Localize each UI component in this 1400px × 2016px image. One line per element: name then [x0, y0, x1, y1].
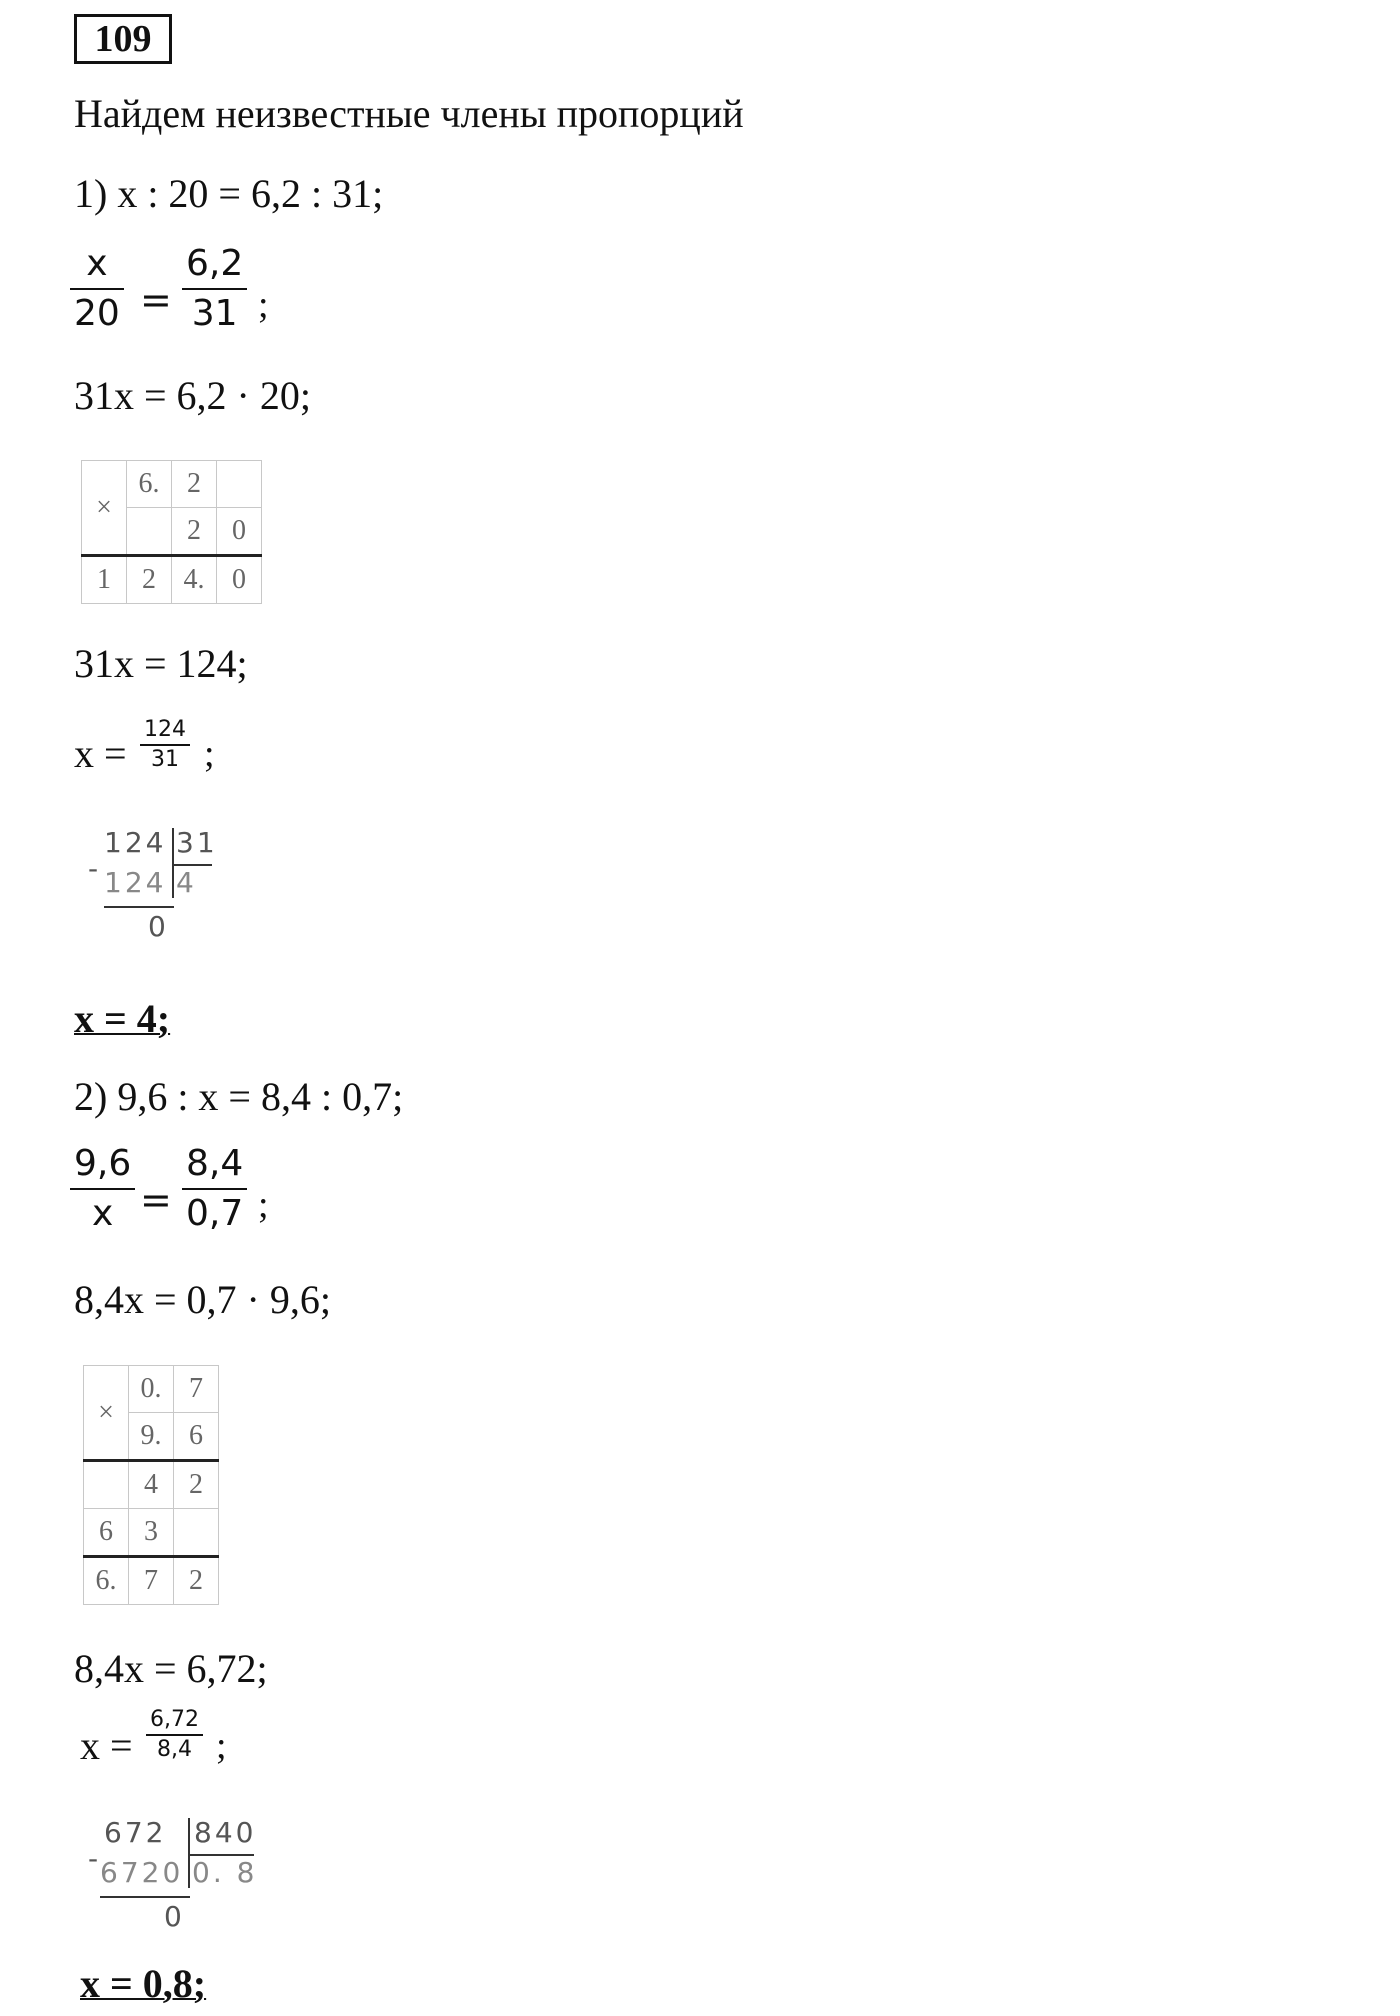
p1-x-fraction-denominator: 31: [151, 747, 179, 772]
p1-x-fraction-numerator: 124: [144, 717, 186, 742]
semicolon: ;: [216, 1725, 227, 1767]
p1-fraction-right-denominator: 31: [191, 293, 238, 334]
mul-cell: 7: [174, 1366, 219, 1413]
mul-cell: 6: [174, 1413, 219, 1461]
p2-step2: 8,4x = 6,72;: [74, 1646, 268, 1691]
mul-cell: 7: [129, 1557, 174, 1605]
division-divisor: 31: [176, 826, 218, 859]
equals-sign: =: [140, 278, 172, 322]
division-divisor: 840: [194, 1816, 257, 1849]
semicolon: ;: [258, 284, 269, 326]
mul-cell: 3: [129, 1509, 174, 1557]
p2-statement: 2) 9,6 : x = 8,4 : 0,7;: [74, 1074, 404, 1119]
division-remainder: 0: [164, 1900, 185, 1933]
mul-cell: 0: [217, 508, 262, 556]
p2-x-fraction-denominator: 8,4: [156, 1737, 192, 1762]
p2-fraction-right: [182, 1140, 247, 1238]
intro-text: Найдем неизвестные члены пропорций: [74, 91, 744, 136]
division-subtrahend: 124: [104, 866, 167, 899]
mul-cell: 2: [172, 508, 217, 556]
division-subtract-line: [104, 906, 174, 908]
p1-fraction-left-numerator: x: [86, 243, 108, 284]
division-vertical-line: [188, 1818, 190, 1888]
mul-cell: 0: [217, 556, 262, 604]
p1-long-division: [88, 826, 228, 946]
mul-cell: ×: [84, 1366, 129, 1461]
p2-fraction-right-numerator: 8,4: [186, 1143, 244, 1184]
division-quotient-line: [172, 864, 212, 866]
p1-fraction-left-denominator: 20: [74, 293, 120, 334]
mul-cell: [217, 461, 262, 508]
p2-fraction-left: [70, 1140, 135, 1238]
division-minus: -: [88, 852, 102, 885]
p2-multiplication-table: [83, 1365, 219, 1605]
p2-fraction-left-numerator: 9,6: [74, 1143, 132, 1184]
mul-cell: 4: [129, 1461, 174, 1509]
mul-cell: [84, 1461, 129, 1509]
division-remainder: 0: [148, 910, 169, 943]
p1-step1: 31x = 6,2 · 20;: [74, 373, 311, 418]
p2-x-fraction: [146, 1706, 203, 1764]
division-dividend: 124: [104, 826, 167, 859]
mul-cell: 1: [82, 556, 127, 604]
division-dividend: 672: [104, 1816, 167, 1849]
mul-cell: 2: [174, 1461, 219, 1509]
mul-cell: 0.: [129, 1366, 174, 1413]
division-quotient: 4: [176, 866, 197, 899]
mul-cell: 6: [84, 1509, 129, 1557]
mul-cell: 2: [172, 461, 217, 508]
mul-cell: 2: [127, 556, 172, 604]
division-quotient: 0. 8: [192, 1856, 258, 1889]
mul-cell: [127, 508, 172, 556]
p1-multiplication-table: [81, 460, 262, 604]
mul-cell: ×: [82, 461, 127, 556]
semicolon: ;: [258, 1184, 269, 1226]
p2-x-fraction-numerator: 6,72: [150, 1707, 199, 1732]
mul-cell: 2: [174, 1557, 219, 1605]
division-minus: -: [88, 1842, 102, 1875]
mul-cell: 6.: [84, 1557, 129, 1605]
equals-sign: =: [140, 1178, 172, 1222]
mul-cell: [174, 1509, 219, 1557]
division-vertical-line: [172, 828, 174, 898]
division-subtract-line: [100, 1896, 190, 1898]
p1-answer: x = 4;: [74, 996, 171, 1041]
mul-cell: 6.: [127, 461, 172, 508]
mul-cell: 9.: [129, 1413, 174, 1461]
p2-answer: x = 0,8;: [80, 1961, 207, 2006]
p1-fraction-right: [182, 240, 247, 338]
p2-x-prefix: x =: [80, 1723, 133, 1768]
p1-fraction-left: [70, 240, 124, 338]
p2-long-division: [88, 1816, 278, 1936]
p2-fraction-right-denominator: 0,7: [186, 1193, 244, 1234]
problem-number-badge: 109: [74, 14, 172, 64]
mul-cell: 4.: [172, 556, 217, 604]
division-quotient-line: [188, 1854, 254, 1856]
p1-fraction-right-numerator: 6,2: [186, 243, 244, 284]
division-subtrahend: 6720: [100, 1856, 184, 1889]
p1-x-fraction: [140, 716, 190, 774]
p2-step1: 8,4x = 0,7 · 9,6;: [74, 1277, 331, 1322]
p1-statement: 1) x : 20 = 6,2 : 31;: [74, 171, 384, 216]
p2-fraction-left-denominator: x: [91, 1193, 114, 1234]
semicolon: ;: [204, 733, 215, 775]
p1-x-prefix: x =: [74, 731, 127, 776]
p1-step2: 31x = 124;: [74, 641, 248, 686]
